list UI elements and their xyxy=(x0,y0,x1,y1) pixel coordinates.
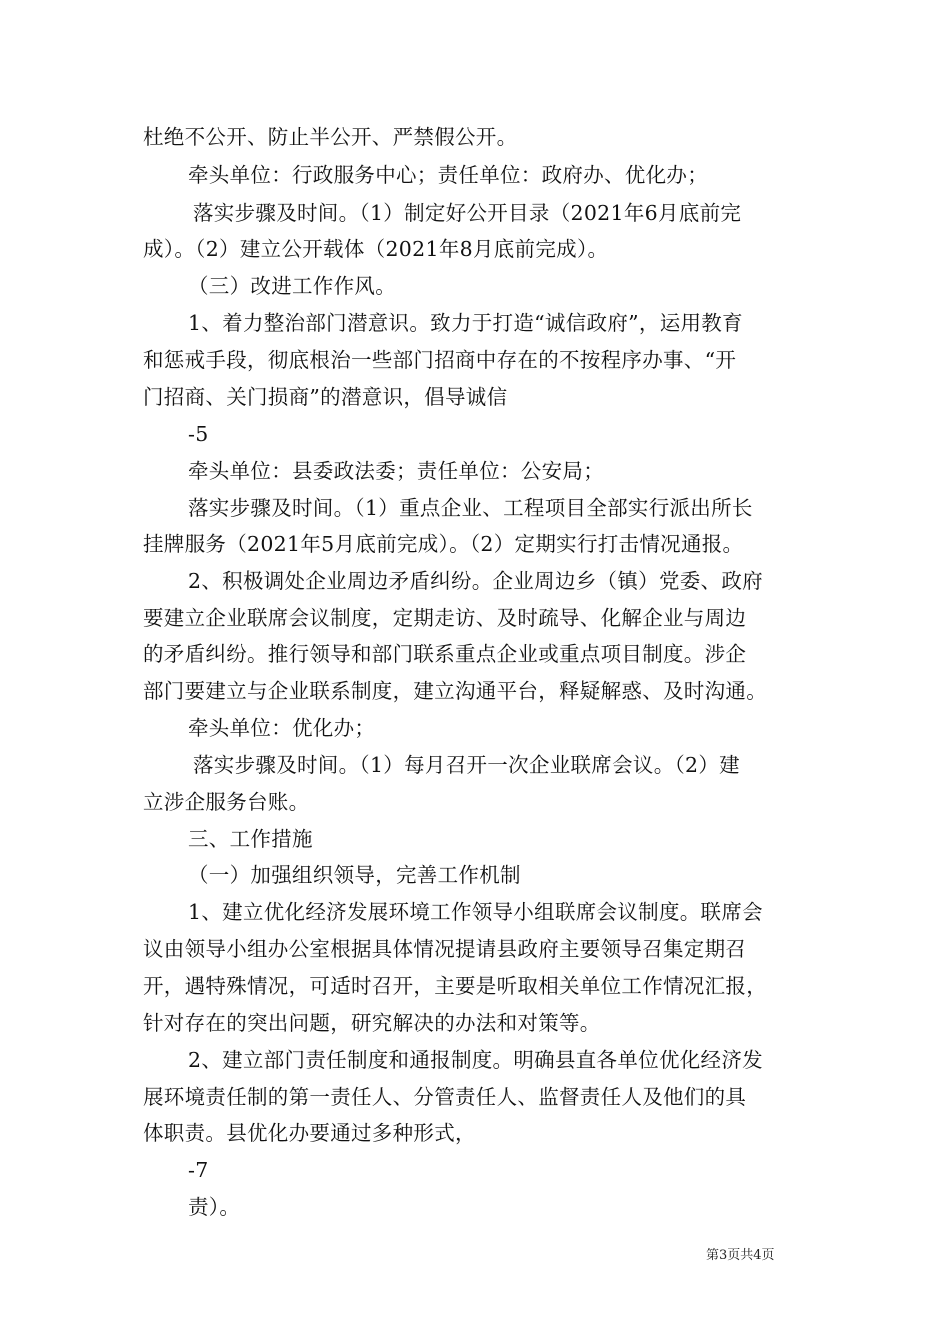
text-line-5: （三）改进工作作风。 xyxy=(188,274,396,298)
text-line-28: 体职责。县优化办要通过多种形式， xyxy=(143,1121,476,1145)
text-line-19: 立涉企服务台账。 xyxy=(143,790,310,814)
text-line-25: 针对存在的突出问题，研究解决的办法和对策等。 xyxy=(143,1011,601,1035)
text-line-7: 和惩戒手段，彻底根治一些部门招商中存在的不按程序办事、“开 xyxy=(143,348,737,372)
text-line-13: 2、积极调处企业周边矛盾纠纷。企业周边乡（镇）党委、政府 xyxy=(188,569,763,593)
text-line-2: 牵头单位：行政服务中心；责任单位：政府办、优化办； xyxy=(188,163,708,187)
text-line-3: 落实步骤及时间。（1）制定好公开目录（2021年6月底前完 xyxy=(193,201,742,225)
text-line-6: 1、着力整治部门潜意识。致力于打造“诚信政府”，运用教育 xyxy=(188,311,743,335)
text-line-22: 1、建立优化经济发展环境工作领导小组联席会议制度。联席会 xyxy=(188,900,763,924)
text-line-8: 门招商、关门损商”的潜意识，倡导诚信 xyxy=(143,385,508,409)
text-line-24: 开，遇特殊情况，可适时召开，主要是听取相关单位工作情况汇报， xyxy=(143,974,767,998)
page-number-footer: 第3页共4页 xyxy=(706,1248,775,1263)
text-line-14: 要建立企业联席会议制度，定期走访、及时疏导、化解企业与周边 xyxy=(143,606,747,630)
text-line-26: 2、建立部门责任制度和通报制度。明确县直各单位优化经济发 xyxy=(188,1048,763,1072)
text-line-17: 牵头单位：优化办； xyxy=(188,716,376,740)
text-line-29: -7 xyxy=(188,1158,209,1182)
text-line-11: 落实步骤及时间。（1）重点企业、工程项目全部实行派出所长 xyxy=(188,496,753,520)
text-line-1: 杜绝不公开、防止半公开、严禁假公开。 xyxy=(143,125,518,149)
text-line-4: 成）。（2）建立公开载体（2021年8月底前完成）。 xyxy=(143,237,609,261)
text-line-18: 落实步骤及时间。（1）每月召开一次企业联席会议。（2）建 xyxy=(193,753,740,777)
text-line-30: 责）。 xyxy=(188,1195,241,1219)
text-line-15: 的矛盾纠纷。推行领导和部门联系重点企业或重点项目制度。涉企 xyxy=(143,642,747,666)
text-line-12: 挂牌服务（2021年5月底前完成）。（2）定期实行打击情况通报。 xyxy=(143,532,744,556)
text-line-9: -5 xyxy=(188,422,209,446)
text-line-27: 展环境责任制的第一责任人、分管责任人、监督责任人及他们的具 xyxy=(143,1085,747,1109)
text-line-16: 部门要建立与企业联系制度，建立沟通平台，释疑解惑、及时沟通。 xyxy=(143,679,767,703)
text-line-20: 三、工作措施 xyxy=(188,827,313,851)
text-line-23: 议由领导小组办公室根据具体情况提请县政府主要领导召集定期召 xyxy=(143,937,747,961)
text-line-10: 牵头单位：县委政法委；责任单位：公安局； xyxy=(188,459,604,483)
text-line-21: （一）加强组织领导，完善工作机制 xyxy=(188,863,521,887)
